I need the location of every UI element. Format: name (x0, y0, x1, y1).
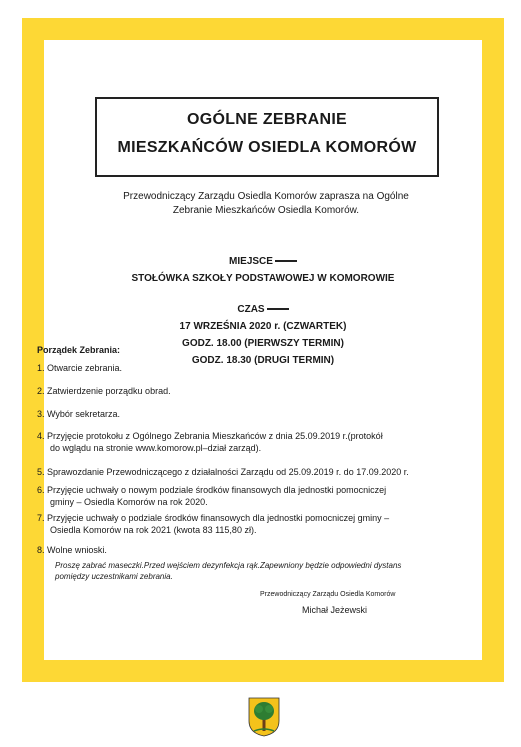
agenda-item-text: 4. Przyjęcie protokołu z Ogólnego Zebrania Mieszkańców z dnia 25.09.2019 r.(protokół (37, 431, 383, 441)
covid-note (55, 560, 425, 582)
agenda-item-text: 5. Sprawozdanie Przewodniczącego z działalności Zarządu od 25.09.2019 r. do 17.09.2020 r. (37, 467, 409, 477)
agenda-item-6 (37, 484, 457, 508)
agenda-item-text-cont: do wglądu na stronie www.komorow.pl–dział zarząd). (50, 443, 262, 453)
place-dash (275, 260, 297, 262)
note-line-1: Proszę zabrać maseczki.Przed wejściem dezynfekcja rąk.Zapewniony będzie odpowiedni dystans (55, 561, 402, 570)
agenda-item-text: 2. Zatwierdzenie porządku obrad. (37, 386, 171, 396)
agenda-item-1 (37, 362, 457, 374)
agenda-item-2 (37, 385, 457, 397)
time-label-row (64, 304, 462, 315)
agenda-item-text: 6. Przyjęcie uchwały o nowym podziale środków finansowych dla jednostki pomocniczej (37, 485, 387, 495)
place-label-row (64, 256, 462, 267)
time-second: GODZ. 18.30 (DRUGI TERMIN) (191, 355, 335, 366)
agenda-item-text-cont: Osiedla Komorów na rok 2021 (kwota 83 115,80 zł). (50, 525, 257, 535)
agenda-item-5 (37, 466, 457, 478)
time-label: CZAS (237, 304, 265, 315)
invitation-line-1: Przewodniczący Zarządu Osiedla Komorów zaprasza na Ogólne (123, 191, 409, 202)
agenda-item-8 (37, 544, 457, 556)
agenda-item-7 (37, 512, 457, 536)
agenda-item-text: 8. Wolne wnioski. (37, 545, 107, 555)
place-label: MIEJSCE (229, 256, 273, 267)
invitation-text (84, 190, 448, 218)
agenda-item-text: 3. Wybór sekretarza. (37, 409, 120, 419)
title-line-2: MIESZKAŃCÓW OSIEDLA KOMORÓW (117, 139, 417, 156)
title-line-1: OGÓLNE ZEBRANIE (186, 111, 348, 128)
invitation-line-2: Zebranie Mieszkańców Osiedla Komorów. (172, 205, 360, 216)
agenda-item-text: 1. Otwarcie zebrania. (37, 363, 123, 373)
komorow-coat-of-arms-icon (248, 697, 280, 737)
time-first: GODZ. 18.00 (PIERWSZY TERMIN) (182, 338, 344, 349)
agenda-heading: Porządek Zebrania: (37, 345, 121, 355)
note-line-2: pomiędzy uczestnikami zebrania. (55, 572, 173, 581)
agenda-item-3 (37, 408, 457, 420)
agenda-item-4 (37, 430, 457, 454)
time-dash (267, 308, 289, 310)
signature-title: Przewodniczący Zarządu Osiedla Komorów (260, 591, 396, 598)
agenda-item-text-cont: gminy – Osiedla Komorów na rok 2020. (50, 497, 208, 507)
signature-name: Michał Jeżewski (302, 605, 368, 615)
time-date: 17 WRZEŚNIA 2020 r. (CZWARTEK) (179, 321, 347, 332)
title-box (95, 97, 439, 177)
agenda-item-text: 7. Przyjęcie uchwały o podziale środków finansowych dla jednostki pomocniczej gminy – (37, 513, 390, 523)
place-value: STOŁÓWKA SZKOŁY PODSTAWOWEJ W KOMOROWIE (131, 273, 395, 284)
